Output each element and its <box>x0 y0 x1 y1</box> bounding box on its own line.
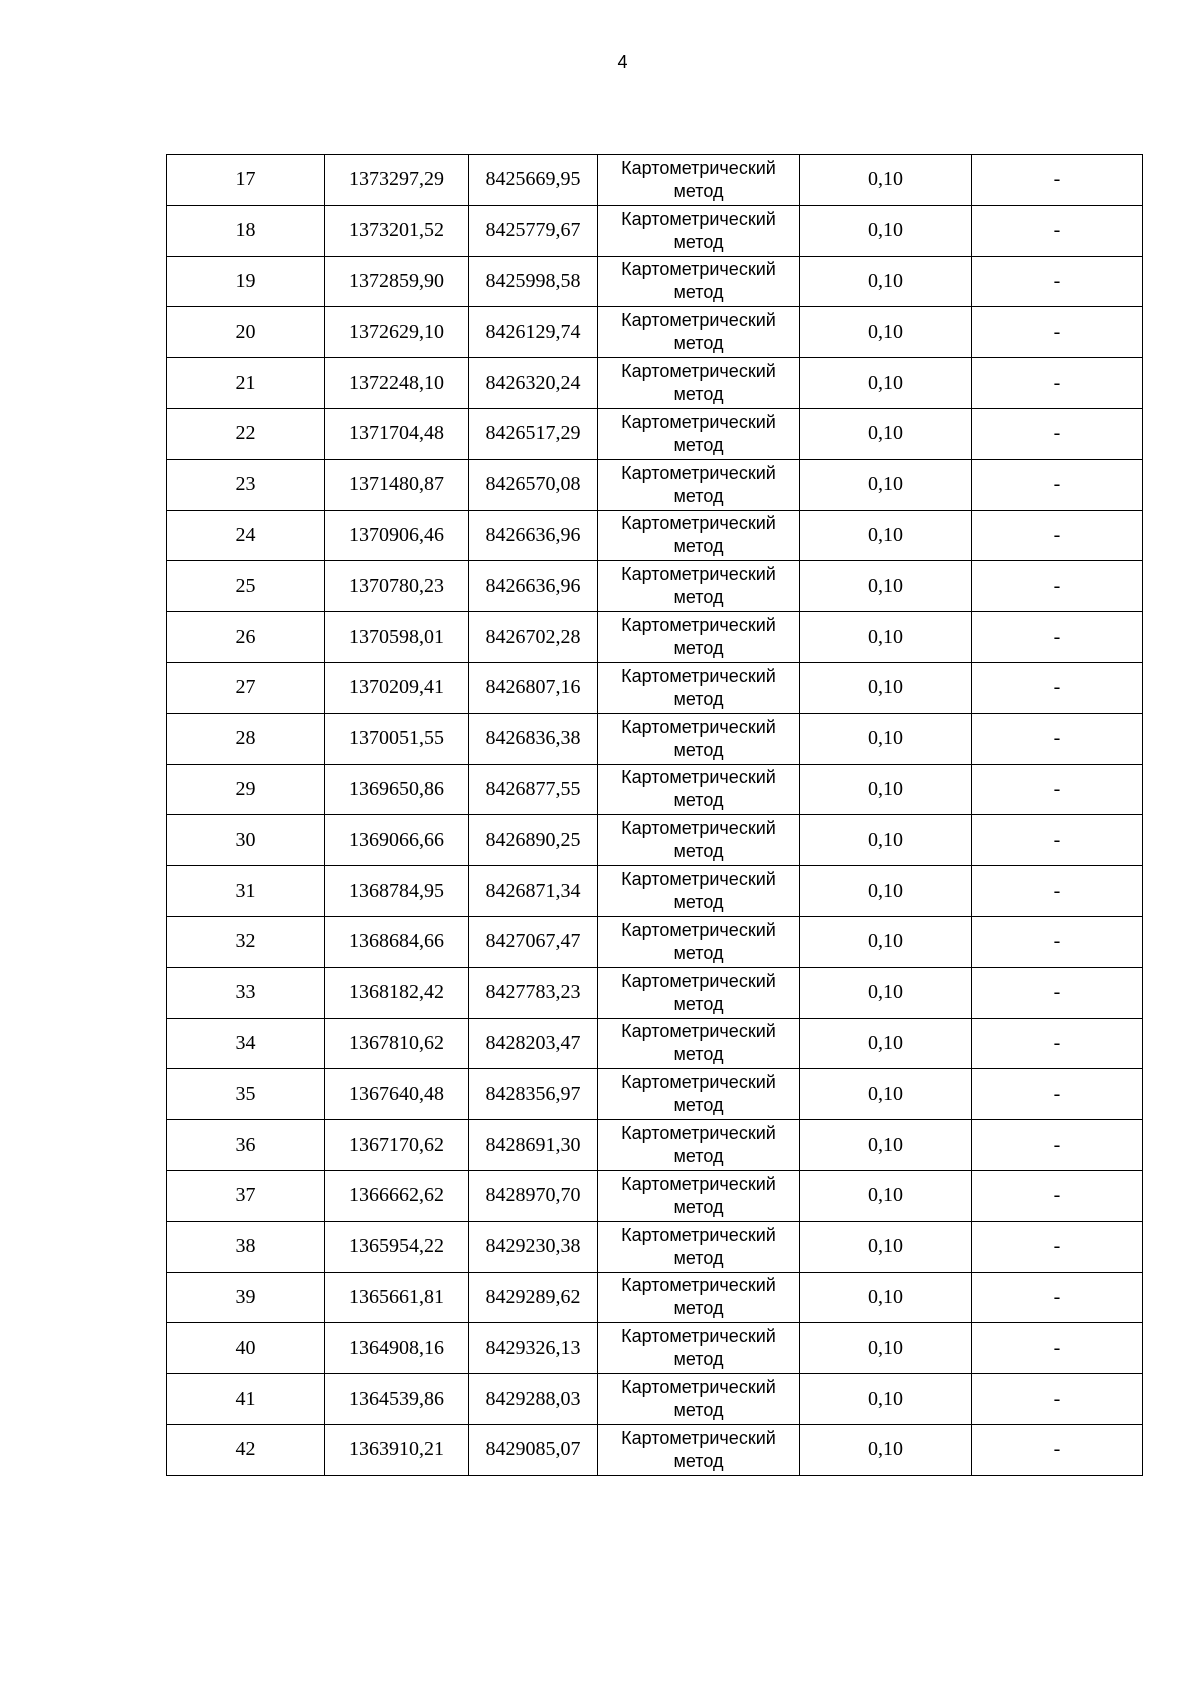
point-number-cell: 25 <box>167 561 325 612</box>
table-row <box>167 1018 1143 1069</box>
x-coordinate-cell: 1370906,46 <box>325 510 469 561</box>
method-text: Картометрический <box>621 1123 776 1144</box>
y-coordinate-cell: 8426702,28 <box>469 612 598 663</box>
x-coordinate-cell: 1371480,87 <box>325 459 469 510</box>
table-row <box>167 408 1143 459</box>
note-cell: - <box>972 916 1143 967</box>
method-cell <box>598 1170 800 1221</box>
note-cell: - <box>972 358 1143 409</box>
point-number-cell: 39 <box>167 1272 325 1323</box>
method-cell <box>598 764 800 815</box>
method-cell <box>598 155 800 206</box>
method-text: метод <box>673 1400 724 1421</box>
x-coordinate-cell: 1367810,62 <box>325 1018 469 1069</box>
y-coordinate-cell: 8426877,55 <box>469 764 598 815</box>
method-text: Картометрический <box>621 513 776 534</box>
note-cell: - <box>972 612 1143 663</box>
table-row <box>167 307 1143 358</box>
x-coordinate-cell: 1367640,48 <box>325 1069 469 1120</box>
method-text: Картометрический <box>621 716 776 737</box>
method-text: Картометрический <box>621 208 776 229</box>
method-text: Картометрический <box>621 1224 776 1245</box>
method-text: Картометрический <box>621 1072 776 1093</box>
method-text: Картометрический <box>621 1326 776 1347</box>
table-row <box>167 459 1143 510</box>
accuracy-cell: 0,10 <box>800 713 972 764</box>
method-text: метод <box>673 282 724 303</box>
y-coordinate-cell: 8425998,58 <box>469 256 598 307</box>
method-cell <box>598 612 800 663</box>
y-coordinate-cell: 8426890,25 <box>469 815 598 866</box>
method-text: метод <box>673 1196 724 1217</box>
point-number-cell: 26 <box>167 612 325 663</box>
accuracy-cell: 0,10 <box>800 1221 972 1272</box>
accuracy-cell: 0,10 <box>800 916 972 967</box>
x-coordinate-cell: 1373297,29 <box>325 155 469 206</box>
method-text: метод <box>673 1298 724 1319</box>
method-text: Картометрический <box>621 1173 776 1194</box>
point-number-cell: 22 <box>167 408 325 459</box>
accuracy-cell: 0,10 <box>800 408 972 459</box>
y-coordinate-cell: 8428356,97 <box>469 1069 598 1120</box>
table-row <box>167 662 1143 713</box>
method-text: метод <box>673 1146 724 1167</box>
point-number-cell: 23 <box>167 459 325 510</box>
note-cell: - <box>972 1221 1143 1272</box>
method-text: Картометрический <box>621 361 776 382</box>
table-row <box>167 1221 1143 1272</box>
point-number-cell: 32 <box>167 916 325 967</box>
method-text: метод <box>673 434 724 455</box>
method-cell <box>598 1272 800 1323</box>
y-coordinate-cell: 8426871,34 <box>469 866 598 917</box>
method-text: Картометрический <box>621 1021 776 1042</box>
table-row <box>167 713 1143 764</box>
accuracy-cell: 0,10 <box>800 1323 972 1374</box>
accuracy-cell: 0,10 <box>800 662 972 713</box>
note-cell: - <box>972 1120 1143 1171</box>
method-text: метод <box>673 333 724 354</box>
note-cell: - <box>972 1272 1143 1323</box>
method-text: Картометрический <box>621 1427 776 1448</box>
note-cell: - <box>972 205 1143 256</box>
x-coordinate-cell: 1370780,23 <box>325 561 469 612</box>
method-cell <box>598 1374 800 1425</box>
note-cell: - <box>972 967 1143 1018</box>
method-cell <box>598 866 800 917</box>
note-cell: - <box>972 408 1143 459</box>
method-text: метод <box>673 1044 724 1065</box>
point-number-cell: 38 <box>167 1221 325 1272</box>
note-cell: - <box>972 459 1143 510</box>
point-number-cell: 18 <box>167 205 325 256</box>
x-coordinate-cell: 1368684,66 <box>325 916 469 967</box>
point-number-cell: 27 <box>167 662 325 713</box>
note-cell: - <box>972 815 1143 866</box>
point-number-cell: 40 <box>167 1323 325 1374</box>
accuracy-cell: 0,10 <box>800 1374 972 1425</box>
method-text: метод <box>673 942 724 963</box>
x-coordinate-cell: 1365661,81 <box>325 1272 469 1323</box>
table-row <box>167 1069 1143 1120</box>
x-coordinate-cell: 1370598,01 <box>325 612 469 663</box>
y-coordinate-cell: 8427783,23 <box>469 967 598 1018</box>
y-coordinate-cell: 8426836,38 <box>469 713 598 764</box>
table-row <box>167 815 1143 866</box>
table-row <box>167 205 1143 256</box>
accuracy-cell: 0,10 <box>800 256 972 307</box>
accuracy-cell: 0,10 <box>800 815 972 866</box>
note-cell: - <box>972 510 1143 561</box>
note-cell: - <box>972 1018 1143 1069</box>
method-text: метод <box>673 688 724 709</box>
x-coordinate-cell: 1368182,42 <box>325 967 469 1018</box>
table-row <box>167 1170 1143 1221</box>
x-coordinate-cell: 1373201,52 <box>325 205 469 256</box>
x-coordinate-cell: 1364539,86 <box>325 1374 469 1425</box>
y-coordinate-cell: 8426636,96 <box>469 561 598 612</box>
table-row <box>167 764 1143 815</box>
accuracy-cell: 0,10 <box>800 1120 972 1171</box>
method-cell <box>598 408 800 459</box>
accuracy-cell: 0,10 <box>800 205 972 256</box>
method-text: Картометрический <box>621 157 776 178</box>
method-cell <box>598 1424 800 1475</box>
method-cell <box>598 510 800 561</box>
point-number-cell: 34 <box>167 1018 325 1069</box>
accuracy-cell: 0,10 <box>800 1272 972 1323</box>
method-text: Картометрический <box>621 818 776 839</box>
accuracy-cell: 0,10 <box>800 1069 972 1120</box>
method-text: метод <box>673 739 724 760</box>
y-coordinate-cell: 8429230,38 <box>469 1221 598 1272</box>
table-row <box>167 1424 1143 1475</box>
accuracy-cell: 0,10 <box>800 1018 972 1069</box>
y-coordinate-cell: 8426807,16 <box>469 662 598 713</box>
table-row <box>167 155 1143 206</box>
point-number-cell: 31 <box>167 866 325 917</box>
method-text: метод <box>673 536 724 557</box>
accuracy-cell: 0,10 <box>800 1170 972 1221</box>
y-coordinate-cell: 8427067,47 <box>469 916 598 967</box>
x-coordinate-cell: 1368784,95 <box>325 866 469 917</box>
y-coordinate-cell: 8429288,03 <box>469 1374 598 1425</box>
method-text: метод <box>673 892 724 913</box>
coordinates-table <box>166 154 1143 1476</box>
table-row <box>167 866 1143 917</box>
y-coordinate-cell: 8429326,13 <box>469 1323 598 1374</box>
x-coordinate-cell: 1372248,10 <box>325 358 469 409</box>
y-coordinate-cell: 8429289,62 <box>469 1272 598 1323</box>
x-coordinate-cell: 1367170,62 <box>325 1120 469 1171</box>
method-cell <box>598 1120 800 1171</box>
method-cell <box>598 815 800 866</box>
method-cell <box>598 662 800 713</box>
method-text: метод <box>673 638 724 659</box>
method-text: метод <box>673 1349 724 1370</box>
table-row <box>167 1374 1143 1425</box>
table-row <box>167 1323 1143 1374</box>
y-coordinate-cell: 8426570,08 <box>469 459 598 510</box>
method-cell <box>598 1069 800 1120</box>
point-number-cell: 21 <box>167 358 325 409</box>
table-row <box>167 510 1143 561</box>
accuracy-cell: 0,10 <box>800 561 972 612</box>
note-cell: - <box>972 713 1143 764</box>
point-number-cell: 36 <box>167 1120 325 1171</box>
method-text: Картометрический <box>621 919 776 940</box>
point-number-cell: 35 <box>167 1069 325 1120</box>
table-row <box>167 612 1143 663</box>
method-text: Картометрический <box>621 259 776 280</box>
point-number-cell: 37 <box>167 1170 325 1221</box>
method-text: Картометрический <box>621 970 776 991</box>
page-number: 4 <box>617 52 628 72</box>
table-row <box>167 1120 1143 1171</box>
x-coordinate-cell: 1364908,16 <box>325 1323 469 1374</box>
x-coordinate-cell: 1370209,41 <box>325 662 469 713</box>
method-text: Картометрический <box>621 1275 776 1296</box>
method-cell <box>598 967 800 1018</box>
x-coordinate-cell: 1365954,22 <box>325 1221 469 1272</box>
method-text: Картометрический <box>621 767 776 788</box>
y-coordinate-cell: 8425779,67 <box>469 205 598 256</box>
method-cell <box>598 307 800 358</box>
method-cell <box>598 1018 800 1069</box>
point-number-cell: 30 <box>167 815 325 866</box>
note-cell: - <box>972 662 1143 713</box>
method-cell <box>598 205 800 256</box>
method-text: метод <box>673 993 724 1014</box>
method-text: метод <box>673 1095 724 1116</box>
accuracy-cell: 0,10 <box>800 612 972 663</box>
point-number-cell: 33 <box>167 967 325 1018</box>
accuracy-cell: 0,10 <box>800 358 972 409</box>
accuracy-cell: 0,10 <box>800 155 972 206</box>
x-coordinate-cell: 1369066,66 <box>325 815 469 866</box>
accuracy-cell: 0,10 <box>800 459 972 510</box>
method-text: метод <box>673 180 724 201</box>
method-text: Картометрический <box>621 564 776 585</box>
point-number-cell: 24 <box>167 510 325 561</box>
point-number-cell: 41 <box>167 1374 325 1425</box>
accuracy-cell: 0,10 <box>800 764 972 815</box>
method-cell <box>598 459 800 510</box>
accuracy-cell: 0,10 <box>800 967 972 1018</box>
point-number-cell: 19 <box>167 256 325 307</box>
method-text: Картометрический <box>621 869 776 890</box>
method-cell <box>598 358 800 409</box>
accuracy-cell: 0,10 <box>800 307 972 358</box>
method-text: метод <box>673 790 724 811</box>
x-coordinate-cell: 1369650,86 <box>325 764 469 815</box>
method-text: метод <box>673 841 724 862</box>
method-cell <box>598 713 800 764</box>
method-text: метод <box>673 231 724 252</box>
table-row <box>167 358 1143 409</box>
method-cell <box>598 256 800 307</box>
x-coordinate-cell: 1370051,55 <box>325 713 469 764</box>
note-cell: - <box>972 1069 1143 1120</box>
y-coordinate-cell: 8428691,30 <box>469 1120 598 1171</box>
method-text: метод <box>673 384 724 405</box>
table-row <box>167 256 1143 307</box>
method-text: метод <box>673 485 724 506</box>
point-number-cell: 28 <box>167 713 325 764</box>
x-coordinate-cell: 1363910,21 <box>325 1424 469 1475</box>
method-cell <box>598 561 800 612</box>
y-coordinate-cell: 8426129,74 <box>469 307 598 358</box>
table-row <box>167 1272 1143 1323</box>
table-row <box>167 967 1143 1018</box>
table-row <box>167 561 1143 612</box>
note-cell: - <box>972 561 1143 612</box>
note-cell: - <box>972 1170 1143 1221</box>
method-text: метод <box>673 1247 724 1268</box>
note-cell: - <box>972 256 1143 307</box>
method-cell <box>598 916 800 967</box>
x-coordinate-cell: 1371704,48 <box>325 408 469 459</box>
x-coordinate-cell: 1372859,90 <box>325 256 469 307</box>
method-text: Картометрический <box>621 615 776 636</box>
accuracy-cell: 0,10 <box>800 866 972 917</box>
y-coordinate-cell: 8426517,29 <box>469 408 598 459</box>
y-coordinate-cell: 8426636,96 <box>469 510 598 561</box>
x-coordinate-cell: 1366662,62 <box>325 1170 469 1221</box>
method-cell <box>598 1221 800 1272</box>
method-text: Картометрический <box>621 1377 776 1398</box>
accuracy-cell: 0,10 <box>800 1424 972 1475</box>
point-number-cell: 29 <box>167 764 325 815</box>
y-coordinate-cell: 8429085,07 <box>469 1424 598 1475</box>
method-text: метод <box>673 587 724 608</box>
accuracy-cell: 0,10 <box>800 510 972 561</box>
note-cell: - <box>972 1323 1143 1374</box>
method-text: Картометрический <box>621 411 776 432</box>
note-cell: - <box>972 1424 1143 1475</box>
y-coordinate-cell: 8428203,47 <box>469 1018 598 1069</box>
y-coordinate-cell: 8428970,70 <box>469 1170 598 1221</box>
note-cell: - <box>972 866 1143 917</box>
note-cell: - <box>972 307 1143 358</box>
method-text: Картометрический <box>621 462 776 483</box>
table-row <box>167 916 1143 967</box>
point-number-cell: 42 <box>167 1424 325 1475</box>
note-cell: - <box>972 155 1143 206</box>
method-text: метод <box>673 1450 724 1471</box>
coordinates-table-body <box>167 155 1143 1476</box>
x-coordinate-cell: 1372629,10 <box>325 307 469 358</box>
point-number-cell: 20 <box>167 307 325 358</box>
note-cell: - <box>972 1374 1143 1425</box>
y-coordinate-cell: 8426320,24 <box>469 358 598 409</box>
method-text: Картометрический <box>621 665 776 686</box>
point-number-cell: 17 <box>167 155 325 206</box>
y-coordinate-cell: 8425669,95 <box>469 155 598 206</box>
method-cell <box>598 1323 800 1374</box>
note-cell: - <box>972 764 1143 815</box>
method-text: Картометрический <box>621 310 776 331</box>
